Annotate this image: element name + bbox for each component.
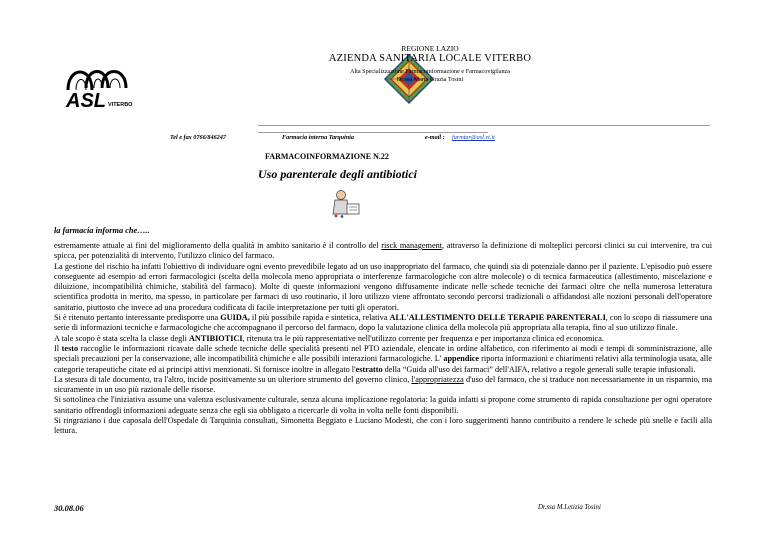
director-name: Dr.ssa Maria Grazia Tosini bbox=[396, 76, 464, 83]
paragraph-8-segment: Si ringraziano i due caposala dell'Ospedale di Tarquinia consultati, Simonetta Beggiato e Luciano Modesti, che con i loro suggerimenti hanno contribuito a rendere le schede più snelle e facili alla lettura. bbox=[54, 416, 712, 436]
paragraph-5-segment: testo bbox=[61, 343, 79, 353]
paragraph-2-segment: La gestione del rischio ha infatti l'obiettivo di individuare ogni evento prevedibile legato ad un uso inappropriato del farmaco, che quindi sia di potenziale danno per il paziente. L'episodio può essere conseguente ad esempio ad errori farmacologici (scelta della molecola meno appropriata o interferenze farmacologiche con altre molecole) o di tecnica farmaceutica (allestimento, miscelazione e diluizione, incompatibilità chimiche, stabilità del farmaco). Molte di queste informazioni vengono diffusamente indicate nelle schede tecniche dei farmaci oltre che nella numerosa letteratura scientifica prodotta in merito, ma spesso, in particolare per farmaci di uso routinario, il loro utilizzo viene affrontato secondo percorsi tradizionali o affidandosi alle nozioni personali dell'operatore sanitario, piuttosto che invece ad una procedura codificata di facile interpretazione per tutti gli operatori. bbox=[54, 261, 712, 312]
paragraph-5-segment: appendice bbox=[443, 354, 480, 364]
paragraph-5-segment: riporta informazioni e chiarimenti relativi alla terminologia usata, alle categorie terapeutiche citate ed ai principi attivi menzionati. Si fornisce inoltre in allegato l' bbox=[54, 354, 712, 374]
paragraph-5-segment: estratto bbox=[355, 364, 383, 374]
specialization-line: Alta Specializzazione Farmacoinformazione e Farmacovigilanza bbox=[349, 68, 511, 75]
region-name: REGIONE LAZIO bbox=[401, 44, 459, 53]
email-label: e-mail : bbox=[425, 134, 445, 141]
paragraph-6 bbox=[54, 375, 712, 396]
paragraph-4 bbox=[54, 334, 712, 344]
paragraph-1-segment: risck management bbox=[381, 241, 443, 250]
paragraph-3-segment: , con lo scopo di riassumere una serie di informazioni tecniche e farmacologiche che accompagnano il percorso del farmaco, dopo la valutazione clinica della molecola più appropriata alla terapia, fino al suo utilizzo finale. bbox=[54, 313, 712, 333]
asl-viterbo-logo bbox=[62, 60, 140, 110]
paragraph-4-segment: A tale scopo è stata scelta la classe degli bbox=[54, 333, 189, 343]
pharmacist-clipart-icon bbox=[330, 188, 362, 218]
paragraph-3-segment: il più possibile rapida e sintetica, relativa bbox=[249, 313, 390, 323]
paragraph-3-segment: Si è ritenuto pertanto interessante predisporre una bbox=[54, 313, 221, 323]
paragraph-3-segment: GUIDA, bbox=[220, 313, 250, 323]
paragraph-8 bbox=[54, 416, 712, 437]
paragraph-4-segment: , ritenuta tra le più rappresentative nell'utilizzo corrente per frequenza e per importanza clinica ed economica. bbox=[242, 333, 604, 343]
paragraph-4-segment: ANTIBIOTICI bbox=[188, 333, 243, 343]
paragraph-5-segment: della “Guida all'uso dei farmaci” dell'AIFA, relativo a regole generali sulle terapie infusionali. bbox=[382, 364, 696, 374]
document-date: 30.08.06 bbox=[54, 503, 84, 513]
paragraph-5-segment: raccoglie le informazioni ricavate dalle schede tecniche delle specialità presenti nel PTO aziendale, elencate in ordine alfabetico, con riferimento ai modi e tempi di somministrazione, alle speciali precauzioni per la conservazione, alle incompatibilità chimiche e alle possibili interazioni farmacologiche. L' bbox=[54, 343, 712, 364]
paragraph-6-segment: l'appropriatezza bbox=[411, 374, 464, 384]
paragraph-5 bbox=[54, 344, 712, 375]
paragraph-1 bbox=[54, 241, 712, 262]
intro-line: la farmacia informa che….. bbox=[54, 226, 150, 235]
azienda-name: AZIENDA SANITARIA LOCALE VITERBO bbox=[328, 53, 532, 64]
pharmacy-name: Farmacia interna Tarquinia bbox=[282, 134, 354, 141]
signature: Dr.ssa M.Letizia Tosini bbox=[538, 504, 601, 511]
paragraph-5-segment: Il bbox=[54, 343, 62, 353]
paragraph-1-segment: , attraverso la definizione di molteplici percorsi clinici su cui intervenire, tra cui spicca, per potenzialità di intervento, l'utilizzo clinico del farmaco. bbox=[54, 241, 712, 261]
bulletin-title: FARMACOINFORMAZIONE N.22 bbox=[265, 152, 389, 161]
paragraph-6-segment: d'uso del farmaco, che si traduce non necessariamente in un risparmio, ma sicuramente in un uso più razionale delle risorse. bbox=[54, 374, 712, 395]
paragraph-7-segment: Si sottolinea che l'iniziativa assume una valenza esclusivamente culturale, senza alcuna implicazione regolatoria: la guida infatti si propone come strumento di rapida consultazione per ogni operatore sanitario offrendogli informazioni adeguate senza che egli sia obbligato a ricercarle di volta in volta nelle fonti disponibili. bbox=[54, 395, 712, 415]
email-link[interactable]: farmtar@asl.vt.it bbox=[452, 134, 495, 141]
paragraph-3 bbox=[54, 313, 712, 334]
paragraph-7 bbox=[54, 395, 712, 416]
header-divider-short bbox=[258, 132, 488, 133]
header-divider bbox=[258, 125, 710, 126]
paragraph-6-segment: La stesura di tale documento, tra l'altro, incide positivamente su un ulteriore strumento del governo clinico, bbox=[54, 374, 412, 384]
paragraph-1-segment: estremamente attuale ai fini del miglioramento della qualità in ambito sanitario è il controllo del bbox=[54, 241, 382, 250]
svg-text:VITERBO: VITERBO bbox=[108, 102, 133, 108]
bulletin-subject: Uso parenterale degli antibiotici bbox=[258, 167, 417, 181]
tel-fax: Tel e fax 0766/846247 bbox=[170, 134, 226, 141]
paragraph-3-segment: ALL'ALLESTIMENTO DELLE TERAPIE PARENTERALI bbox=[389, 313, 606, 323]
svg-text:ASL: ASL bbox=[66, 90, 106, 110]
paragraph-2 bbox=[54, 262, 712, 313]
body-text bbox=[54, 241, 712, 437]
